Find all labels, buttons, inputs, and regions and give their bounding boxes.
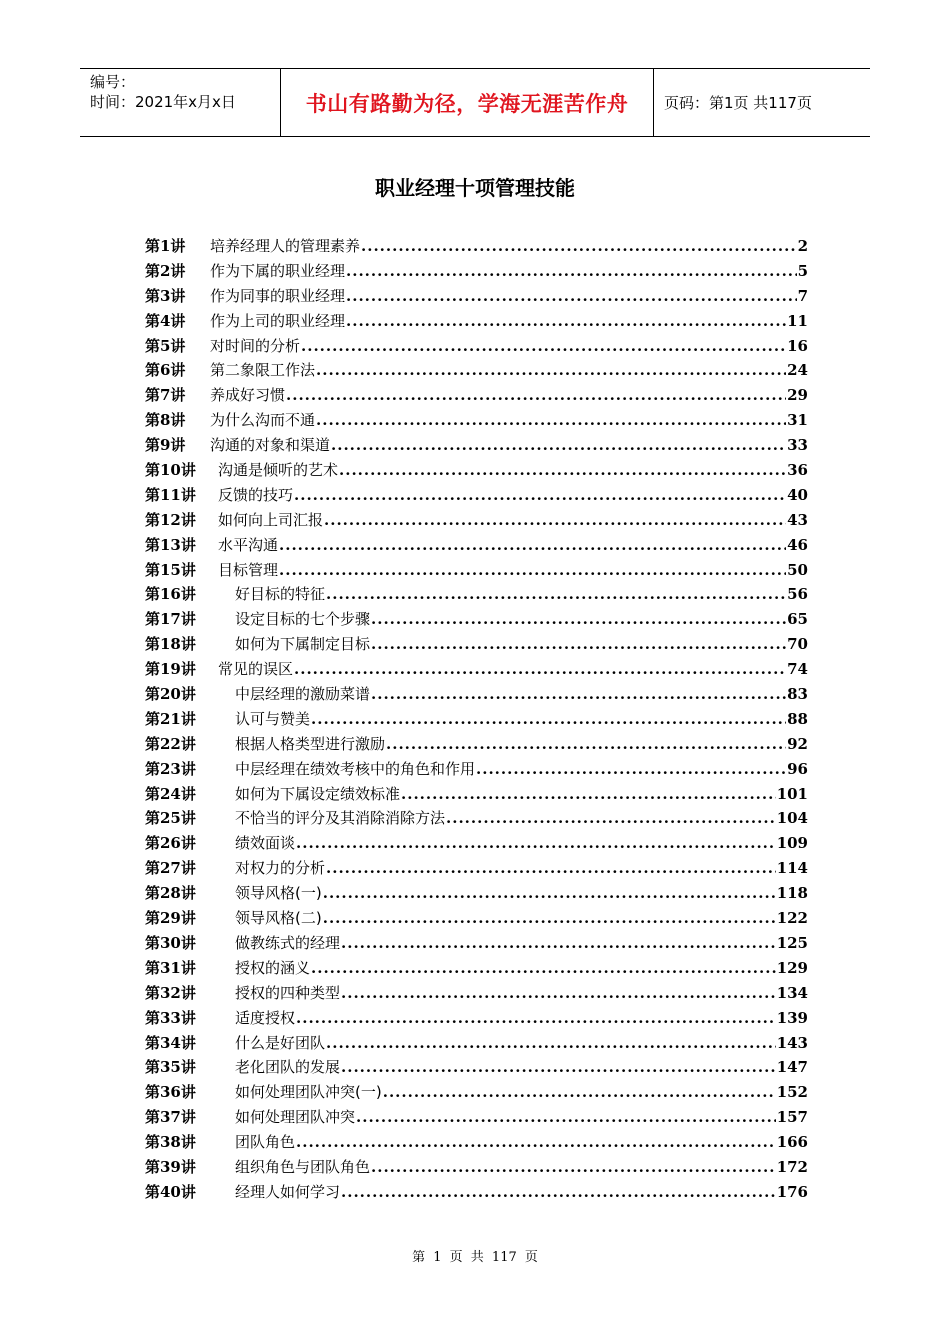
toc-entry-label: 第10讲 <box>145 461 196 480</box>
toc-dot-leader <box>446 806 776 831</box>
toc-entry-page: 24 <box>787 361 808 380</box>
toc-entry-page: 104 <box>776 809 808 828</box>
toc-entry-page: 176 <box>776 1182 808 1201</box>
toc-dot-leader <box>341 981 776 1006</box>
toc-dot-leader <box>383 1080 776 1105</box>
toc-entry-label: 第34讲 <box>145 1033 196 1052</box>
toc-entry-label: 第23讲 <box>145 759 196 778</box>
toc-dot-leader <box>316 408 786 433</box>
toc-dot-leader <box>286 383 786 408</box>
toc-entry-page: 152 <box>776 1083 808 1102</box>
toc-entry-title: 为什么沟而不通 <box>210 411 316 430</box>
toc-entry[interactable] <box>145 607 808 632</box>
toc-dot-leader <box>294 657 786 682</box>
toc-dot-leader <box>311 956 776 981</box>
toc-entry-label: 第36讲 <box>145 1083 196 1102</box>
toc-entry-title: 领导风格(一) <box>235 884 322 903</box>
toc-entry-title: 根据人格类型进行激励 <box>235 734 386 753</box>
toc-entry-title: 认可与赞美 <box>235 709 311 728</box>
header-page-cell <box>654 69 870 136</box>
toc-dot-leader <box>346 259 797 284</box>
toc-entry-title: 授权的涵义 <box>235 958 311 977</box>
toc-entry[interactable] <box>145 383 808 408</box>
toc-entry-page: 50 <box>787 560 808 579</box>
toc-entry[interactable] <box>145 334 808 359</box>
toc-entry[interactable] <box>145 757 808 782</box>
toc-entry[interactable] <box>145 632 808 657</box>
toc-entry-label: 第39讲 <box>145 1157 196 1176</box>
toc-entry-label: 第40讲 <box>145 1182 196 1201</box>
toc-entry[interactable] <box>145 981 808 1006</box>
toc-entry[interactable] <box>145 856 808 881</box>
toc-entry-title: 培养经理人的管理素养 <box>210 237 361 255</box>
toc-entry[interactable] <box>145 806 808 831</box>
toc-entry[interactable] <box>145 1130 808 1155</box>
toc-entry-title: 水平沟通 <box>218 535 279 554</box>
toc-entry[interactable] <box>145 1105 808 1130</box>
toc-entry-label: 第17讲 <box>145 610 196 629</box>
toc-entry-label: 第12讲 <box>145 510 196 529</box>
toc-entry-title: 设定目标的七个步骤 <box>235 610 371 629</box>
toc-entry-title: 什么是好团队 <box>235 1033 326 1052</box>
toc-dot-leader <box>316 358 786 383</box>
toc-entry[interactable] <box>145 682 808 707</box>
header-meta-cell <box>80 69 281 136</box>
toc-entry-label: 第11讲 <box>145 485 196 504</box>
toc-entry-page: 29 <box>787 386 808 405</box>
toc-dot-leader <box>371 682 786 707</box>
toc-entry-page: 114 <box>776 859 808 878</box>
toc-dot-leader <box>401 782 776 807</box>
toc-entry-page: 46 <box>787 535 808 554</box>
toc-entry-label: 第18讲 <box>145 635 196 654</box>
toc-dot-leader <box>311 707 786 732</box>
toc-entry[interactable] <box>145 408 808 433</box>
toc-entry-label: 第16讲 <box>145 585 196 604</box>
toc-entry-label: 第30讲 <box>145 933 196 952</box>
toc-entry-page: 122 <box>776 909 808 928</box>
toc-entry-title: 做教练式的经理 <box>235 933 341 952</box>
toc-entry-label: 第13讲 <box>145 535 196 554</box>
toc-dot-leader <box>279 558 786 583</box>
toc-entry-label: 第6讲 <box>145 361 186 380</box>
toc-entry-label: 第22讲 <box>145 734 196 753</box>
doc-time-label: 时间：2021年x月x日 <box>90 93 236 111</box>
toc-dot-leader <box>476 757 786 782</box>
toc-entry-label: 第15讲 <box>145 560 196 579</box>
toc-entry[interactable] <box>145 234 808 259</box>
toc-entry-label: 第1讲 <box>145 237 186 255</box>
toc-entry-label: 第31讲 <box>145 958 196 977</box>
toc-entry[interactable] <box>145 558 808 583</box>
toc-entry[interactable] <box>145 433 808 458</box>
toc-entry-page: 40 <box>787 485 808 504</box>
toc-entry[interactable] <box>145 533 808 558</box>
toc-entry-label: 第32讲 <box>145 983 196 1002</box>
toc-entry-page: 134 <box>776 983 808 1002</box>
toc-entry-title: 组织角色与团队角色 <box>235 1157 371 1176</box>
toc-entry[interactable] <box>145 881 808 906</box>
toc-dot-leader <box>341 1180 776 1205</box>
toc-entry-title: 领导风格(二) <box>235 909 322 928</box>
toc-dot-leader <box>341 1055 776 1080</box>
toc-entry-title: 第二象限工作法 <box>210 361 316 380</box>
toc-entry-label: 第24讲 <box>145 784 196 803</box>
toc-entry-title: 沟通是倾听的艺术 <box>218 461 339 480</box>
toc-dot-leader <box>346 284 797 309</box>
toc-dot-leader <box>371 632 786 657</box>
toc-entry-title: 如何向上司汇报 <box>218 510 324 529</box>
header-motto: 书山有路勤为径，学海无涯苦作舟 <box>305 91 629 116</box>
toc-entry-page: 157 <box>776 1108 808 1127</box>
doc-number-label: 编号： <box>90 73 136 91</box>
toc-entry[interactable] <box>145 956 808 981</box>
document-title: 职业经理十项管理技能 <box>375 176 575 200</box>
toc-entry[interactable] <box>145 1031 808 1056</box>
toc-entry-title: 中层经理的激励菜谱 <box>235 685 371 704</box>
toc-dot-leader <box>296 1130 776 1155</box>
toc-entry[interactable] <box>145 782 808 807</box>
toc-entry-label: 第8讲 <box>145 411 186 430</box>
toc-dot-leader <box>361 234 797 259</box>
toc-entry[interactable] <box>145 1155 808 1180</box>
toc-entry[interactable] <box>145 284 808 309</box>
toc-entry[interactable] <box>145 1080 808 1105</box>
toc-dot-leader <box>346 309 786 334</box>
toc-entry[interactable] <box>145 732 808 757</box>
toc-entry-label: 第4讲 <box>145 311 186 330</box>
toc-dot-leader <box>386 732 786 757</box>
toc-entry[interactable] <box>145 582 808 607</box>
header-table <box>80 68 870 137</box>
toc-dot-leader <box>339 458 786 483</box>
toc-entry-page: 125 <box>776 933 808 952</box>
toc-dot-leader <box>323 906 776 931</box>
toc-entry-title: 不恰当的评分及其消除消除方法 <box>235 809 446 828</box>
toc-entry-page: 16 <box>787 336 808 355</box>
toc-entry-page: 88 <box>787 709 808 728</box>
toc-entry-page: 83 <box>787 685 808 704</box>
toc-entry-title: 常见的误区 <box>218 660 294 679</box>
toc-entry-title: 沟通的对象和渠道 <box>210 436 331 455</box>
toc-entry-page: 166 <box>776 1133 808 1152</box>
toc-entry[interactable] <box>145 931 808 956</box>
toc-dot-leader <box>326 582 786 607</box>
toc-entry-title: 如何为下属制定目标 <box>235 635 371 654</box>
toc-entry-page: 143 <box>776 1033 808 1052</box>
toc-entry-page: 33 <box>787 436 808 455</box>
toc-entry-label: 第28讲 <box>145 884 196 903</box>
toc-entry-title: 经理人如何学习 <box>235 1182 341 1201</box>
toc-dot-leader <box>371 607 786 632</box>
toc-entry-page: 139 <box>776 1008 808 1027</box>
toc-entry-page: 92 <box>787 734 808 753</box>
toc-entry-label: 第7讲 <box>145 386 186 405</box>
toc-entry[interactable] <box>145 508 808 533</box>
toc-entry-page: 31 <box>787 411 808 430</box>
toc-entry-page: 5 <box>797 261 808 280</box>
toc-entry[interactable] <box>145 657 808 682</box>
toc-entry[interactable] <box>145 831 808 856</box>
toc-dot-leader <box>279 533 786 558</box>
toc-entry-title: 如何处理团队冲突 <box>235 1108 356 1127</box>
toc-entry-page: 96 <box>787 759 808 778</box>
toc-dot-leader <box>301 334 786 359</box>
toc-entry-title: 如何为下属设定绩效标准 <box>235 784 401 803</box>
toc-entry-label: 第19讲 <box>145 660 196 679</box>
header-page-info: 页码：第1页 共117页 <box>664 94 812 112</box>
toc-dot-leader <box>326 1031 776 1056</box>
toc-entry-title: 授权的四种类型 <box>235 983 341 1002</box>
toc-entry-title: 作为下属的职业经理 <box>210 261 346 280</box>
toc-entry[interactable] <box>145 1055 808 1080</box>
toc-entry[interactable] <box>145 309 808 334</box>
toc-entry-label: 第3讲 <box>145 286 186 305</box>
toc-dot-leader <box>296 1006 776 1031</box>
toc-dot-leader <box>356 1105 776 1130</box>
toc-entry[interactable] <box>145 458 808 483</box>
toc-entry-label: 第29讲 <box>145 909 196 928</box>
toc-entry-page: 147 <box>776 1058 808 1077</box>
toc-entry-title: 养成好习惯 <box>210 386 286 405</box>
toc-entry-label: 第25讲 <box>145 809 196 828</box>
toc-entry-label: 第5讲 <box>145 336 186 355</box>
toc-dot-leader <box>323 881 776 906</box>
toc-entry-page: 101 <box>776 784 808 803</box>
toc-entry-title: 适度授权 <box>235 1008 296 1027</box>
toc-entry-title: 目标管理 <box>218 560 279 579</box>
toc-entry-page: 36 <box>787 461 808 480</box>
toc-entry-page: 74 <box>787 660 808 679</box>
toc-entry-label: 第33讲 <box>145 1008 196 1027</box>
header-motto-cell <box>281 69 654 136</box>
toc-dot-leader <box>294 483 786 508</box>
toc-entry[interactable] <box>145 707 808 732</box>
toc-dot-leader <box>324 508 786 533</box>
toc-entry-page: 129 <box>776 958 808 977</box>
toc-entry-label: 第21讲 <box>145 709 196 728</box>
table-of-contents <box>145 234 808 1205</box>
toc-entry[interactable] <box>145 483 808 508</box>
toc-entry-label: 第26讲 <box>145 834 196 853</box>
toc-dot-leader <box>331 433 786 458</box>
toc-entry-page: 56 <box>787 585 808 604</box>
page-footer: 第 1 页 共 117 页 <box>412 1250 538 1265</box>
toc-entry[interactable] <box>145 906 808 931</box>
toc-entry-title: 作为同事的职业经理 <box>210 286 346 305</box>
toc-entry-label: 第38讲 <box>145 1133 196 1152</box>
toc-dot-leader <box>371 1155 776 1180</box>
toc-entry-title: 中层经理在绩效考核中的角色和作用 <box>235 759 476 778</box>
toc-entry-title: 作为上司的职业经理 <box>210 311 346 330</box>
toc-entry-label: 第20讲 <box>145 685 196 704</box>
toc-entry-title: 对权力的分析 <box>235 859 326 878</box>
toc-entry-page: 172 <box>776 1157 808 1176</box>
toc-entry-title: 绩效面谈 <box>235 834 296 853</box>
toc-entry-title: 老化团队的发展 <box>235 1058 341 1077</box>
toc-entry-page: 2 <box>797 237 808 255</box>
toc-entry-title: 好目标的特征 <box>235 585 326 604</box>
toc-entry-page: 109 <box>776 834 808 853</box>
toc-entry-title: 反馈的技巧 <box>218 485 294 504</box>
toc-entry-title: 如何处理团队冲突(一) <box>235 1083 382 1102</box>
toc-dot-leader <box>326 856 776 881</box>
toc-entry-label: 第2讲 <box>145 261 186 280</box>
toc-entry-title: 对时间的分析 <box>210 336 301 355</box>
toc-dot-leader <box>341 931 776 956</box>
toc-dot-leader <box>296 831 776 856</box>
toc-entry[interactable] <box>145 358 808 383</box>
toc-entry-page: 118 <box>776 884 808 903</box>
toc-entry-page: 7 <box>797 286 808 305</box>
toc-entry-page: 70 <box>787 635 808 654</box>
toc-entry-page: 11 <box>787 311 808 330</box>
toc-entry-label: 第35讲 <box>145 1058 196 1077</box>
toc-entry-label: 第27讲 <box>145 859 196 878</box>
toc-entry-page: 65 <box>787 610 808 629</box>
toc-entry-label: 第9讲 <box>145 436 186 455</box>
toc-entry[interactable] <box>145 1180 808 1205</box>
toc-entry-title: 团队角色 <box>235 1133 296 1152</box>
toc-entry-page: 43 <box>787 510 808 529</box>
toc-entry[interactable] <box>145 259 808 284</box>
toc-entry[interactable] <box>145 1006 808 1031</box>
toc-entry-label: 第37讲 <box>145 1108 196 1127</box>
